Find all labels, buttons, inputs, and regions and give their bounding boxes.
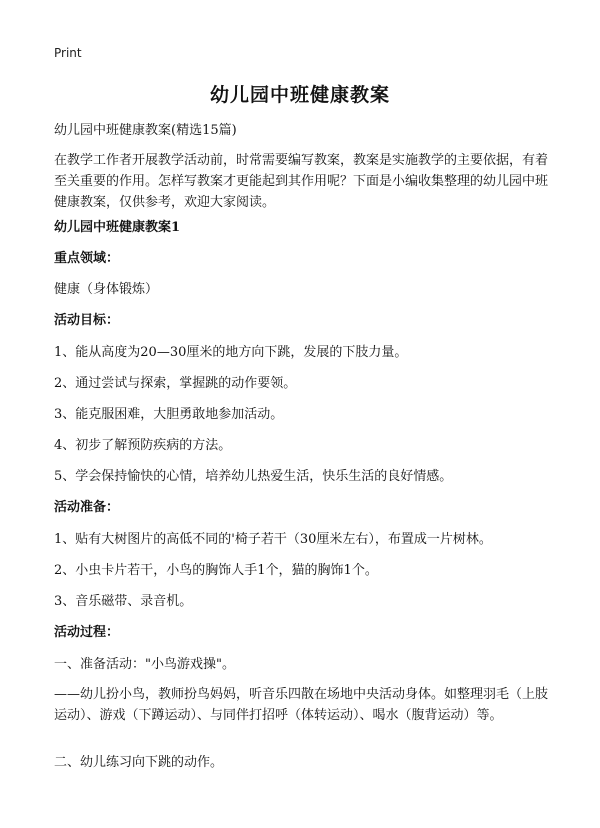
print-link[interactable]: Print (54, 46, 82, 60)
goal-item: 4、初步了解预防疾病的方法。 (54, 438, 232, 453)
process-step-description: ——幼儿扮小鸟，教师扮鸟妈妈，听音乐四散在场地中央活动身体。如整理羽毛（上肢运动）、游戏（下蹲运动）、与同伴打招呼（体转运动）、喝水（腹背运动）等。 (54, 687, 549, 723)
intro-paragraph: 在教学工作者开展教学活动前，时常需要编写教案，教案是实施教学的主要依据，有着至关重要的作用。怎样写教案才更能起到其作用呢？下面是小编收集整理的幼儿园中班健康教案，仅供参考，欢迎大家阅读。 (54, 153, 549, 210)
prep-item: 3、音乐磁带、录音机。 (54, 594, 193, 609)
focus-heading: 重点领域： (54, 251, 120, 266)
prep-item: 2、小虫卡片若干，小鸟的胸饰人手1个，猫的胸饰1个。 (54, 563, 378, 578)
subtitle: 幼儿园中班健康教案(精选15篇) (54, 123, 237, 138)
prep-item: 1、贴有大树图片的高低不同的'椅子若干（30厘米左右），布置成一片树林。 (54, 532, 492, 547)
page-title: 幼儿园中班健康教案 (209, 84, 390, 106)
section-title: 幼儿园中班健康教案1 (54, 220, 181, 235)
process-step: 二、幼儿练习向下跳的动作。 (54, 755, 224, 770)
process-step: 一、准备活动："小鸟游戏操"。 (54, 657, 235, 672)
goal-item: 5、学会保持愉快的心情，培养幼儿热爱生活，快乐生活的良好情感。 (54, 469, 453, 484)
process-heading: 活动过程： (54, 625, 120, 640)
focus-text: 健康（身体锻炼） (54, 282, 159, 297)
prep-heading: 活动准备： (54, 500, 120, 515)
goals-heading: 活动目标： (54, 313, 120, 328)
goal-item: 3、能克服困难，大胆勇敢地参加活动。 (54, 407, 284, 422)
goal-item: 2、通过尝试与探索，掌握跳的动作要领。 (54, 376, 297, 391)
goal-item: 1、能从高度为20—30厘米的地方向下跳，发展的下肢力量。 (54, 345, 408, 360)
